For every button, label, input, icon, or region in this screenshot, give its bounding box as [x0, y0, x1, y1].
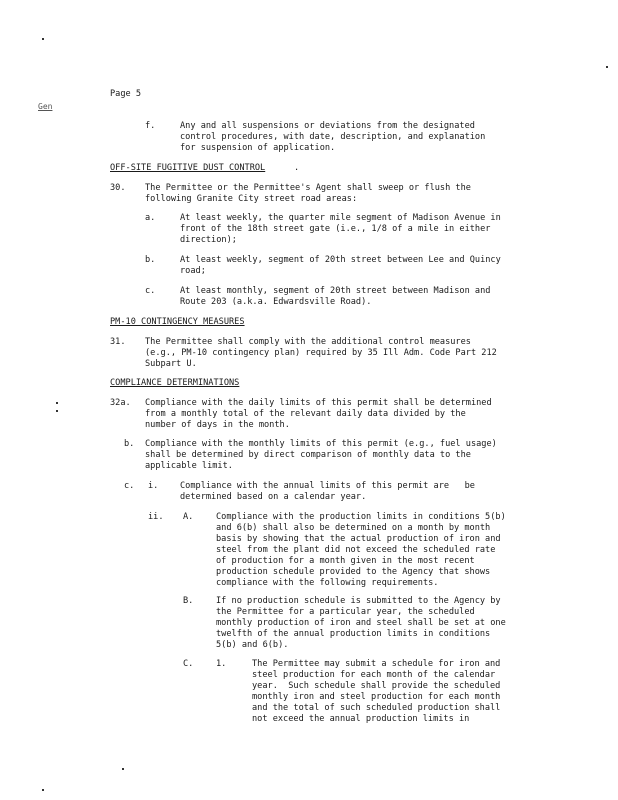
- condition-30b-line-2: road;: [180, 266, 206, 276]
- sub-sub-item-label: C.: [183, 659, 194, 669]
- condition-30-line-2: following Granite City street road areas:: [145, 194, 358, 204]
- condition-32c-i-line-1: Compliance with the annual limits of this permit are be: [180, 481, 475, 491]
- condition-32a-line-2: from a monthly total of the relevant daily data divided by the: [145, 409, 466, 419]
- condition-32c-ii-A-line-6: production schedule provided to the Agency that shows: [216, 567, 491, 577]
- condition-number: 31.: [110, 337, 126, 347]
- condition-32c-ii-B-line-2: the Permittee for a particular year, the scheduled: [216, 607, 475, 617]
- item-label: f.: [145, 121, 156, 131]
- scan-speck: [606, 66, 608, 68]
- condition-32c-ii-A-line-2: and 6(b) shall also be determined on a month by month: [216, 523, 491, 533]
- condition-32c-i-line-2: determined based on a calendar year.: [180, 492, 367, 502]
- condition-32c-ii-B-line-4: twelfth of the annual production limits in conditions: [216, 629, 491, 639]
- condition-number: 30.: [110, 183, 126, 193]
- scan-speck: [56, 410, 58, 412]
- condition-30-line-1: The Permittee or the Permittee's Agent shall sweep or flush the: [145, 183, 471, 193]
- condition-30b-line-1: At least weekly, segment of 20th street between Lee and Quincy: [180, 255, 501, 265]
- scan-speck: [122, 768, 124, 770]
- page-number: Page 5: [110, 89, 142, 99]
- condition-32c-ii-A-line-7: compliance with the following requirements.: [216, 578, 439, 588]
- condition-31-line-2: (e.g., PM-10 contingency plan) required by 35 Ill Adm. Code Part 212: [145, 348, 497, 358]
- condition-30a-line-3: direction);: [180, 235, 237, 245]
- condition-32c-ii-C-1-line-6: not exceed the annual production limits in: [252, 714, 470, 724]
- condition-32c-ii-C-1-line-2: steel production for each month of the calendar: [252, 670, 496, 680]
- item-f-line-2: control procedures, with date, description, and explanation: [180, 132, 486, 142]
- condition-30a-line-2: front of the 18th street gate (i.e., 1/8 of a mile in either: [180, 224, 491, 234]
- condition-32c-ii-A-line-4: steel from the plant did not exceed the scheduled rate: [216, 545, 496, 555]
- scan-speck: [42, 789, 44, 791]
- sub-item-label: ii.: [148, 512, 164, 522]
- condition-32c-ii-A-line-5: of production for a month given in the most recent: [216, 556, 475, 566]
- section-heading-offsite: OFF-SITE FUGITIVE DUST CONTROL: [110, 163, 266, 173]
- section-heading-offsite-tail: .: [294, 163, 300, 173]
- item-label: b.: [145, 255, 156, 265]
- item-label: a.: [145, 213, 156, 223]
- sub-sub-sub-item-label: 1.: [216, 659, 227, 669]
- sub-sub-item-label: A.: [183, 512, 194, 522]
- condition-31-line-1: The Permittee shall comply with the additional control measures: [145, 337, 471, 347]
- condition-number: 32a.: [110, 398, 131, 408]
- condition-32a-line-1: Compliance with the daily limits of this permit shall be determined: [145, 398, 492, 408]
- sub-item-label: i.: [148, 481, 159, 491]
- condition-32b-line-3: applicable limit.: [145, 461, 233, 471]
- item-f-line-3: for suspension of application.: [180, 143, 336, 153]
- item-label: b.: [124, 439, 135, 449]
- condition-32c-ii-A-line-1: Compliance with the production limits in conditions 5(b): [216, 512, 506, 522]
- scan-speck: [42, 38, 44, 40]
- item-label: c.: [145, 286, 156, 296]
- section-heading-compliance: COMPLIANCE DETERMINATIONS: [110, 378, 240, 388]
- condition-32c-ii-C-1-line-3: year. Such schedule shall provide the scheduled: [252, 681, 501, 691]
- condition-32c-ii-C-1-line-4: monthly iron and steel production for each month: [252, 692, 501, 702]
- item-f-line-1: Any and all suspensions or deviations from the designated: [180, 121, 475, 131]
- condition-32c-ii-C-1-line-1: The Permittee may submit a schedule for iron and: [252, 659, 501, 669]
- condition-32c-ii-A-line-3: basis by showing that the actual production of iron and: [216, 534, 501, 544]
- scan-speck: [56, 402, 58, 404]
- condition-30c-line-1: At least monthly, segment of 20th street between Madison and: [180, 286, 491, 296]
- condition-31-line-3: Subpart U.: [145, 359, 197, 369]
- condition-32b-line-2: shall be determined by direct comparison of monthly data to the: [145, 450, 471, 460]
- condition-32c-ii-B-line-3: monthly production of iron and steel shall be set at one: [216, 618, 506, 628]
- section-heading-pm10: PM-10 CONTINGENCY MEASURES: [110, 317, 245, 327]
- condition-30a-line-1: At least weekly, the quarter mile segment of Madison Avenue in: [180, 213, 501, 223]
- sub-sub-item-label: B.: [183, 596, 194, 606]
- condition-32a-line-3: number of days in the month.: [145, 420, 290, 430]
- item-label: c.: [124, 481, 135, 491]
- condition-32b-line-1: Compliance with the monthly limits of this permit (e.g., fuel usage): [145, 439, 497, 449]
- condition-32c-ii-B-line-5: 5(b) and 6(b).: [216, 640, 289, 650]
- condition-30c-line-2: Route 203 (a.k.a. Edwardsville Road).: [180, 297, 372, 307]
- margin-annotation: Gen: [38, 102, 53, 111]
- condition-32c-ii-B-line-1: If no production schedule is submitted to the Agency by: [216, 596, 501, 606]
- condition-32c-ii-C-1-line-5: and the total of such scheduled production shall: [252, 703, 501, 713]
